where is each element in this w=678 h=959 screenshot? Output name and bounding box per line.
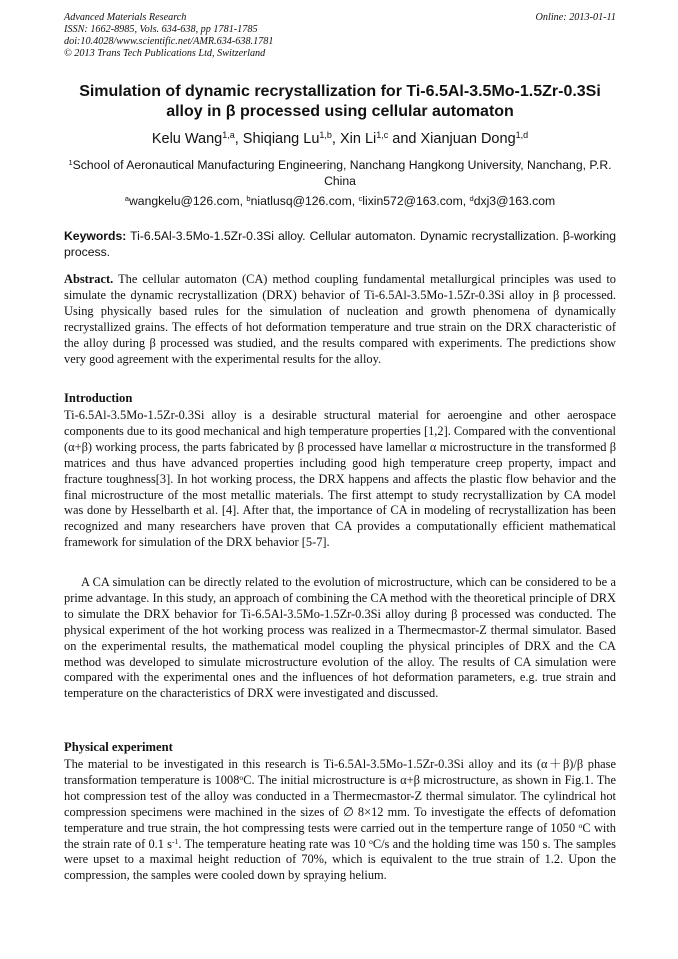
author-name: Xianjuan Dong <box>420 131 516 147</box>
email-link[interactable]: lixin572@163.com, <box>362 194 467 208</box>
keywords <box>64 228 616 260</box>
exponent-sup: -1 <box>171 836 179 846</box>
paragraph-text: C/s and the holding time was 150 s. The samples were upset to a maximal height reduction of 70%, which is equivalent to the true strain of 1.2. Upon the compression, the samples were cooled down by spraying helium. <box>64 836 616 883</box>
email-sup: c <box>358 193 363 203</box>
online-date: Online: 2013-01-11 <box>535 12 616 23</box>
author-conjunction: and <box>392 131 417 147</box>
abstract-label: Abstract. <box>64 272 114 286</box>
email-sup: a <box>124 193 129 203</box>
physical-experiment-paragraph <box>64 757 616 884</box>
email-sup: d <box>469 193 474 203</box>
title-line-2: alloy in β processed using cellular automaton <box>166 103 514 120</box>
paragraph-text: C with the strain rate of 0.1 s <box>64 820 616 851</box>
section-heading-introduction: Introduction <box>64 391 133 405</box>
email-sup: b <box>246 193 251 203</box>
abstract-text: The cellular automaton (CA) method coupling fundamental metallurgical principles was used to simulate the dynamic recrystallization (DRX) behavior of Ti-6.5Al-3.5Mo-1.5Zr-0.3Si alloy in β processed. Using physically based rules for the simulation of nucleation and growth phenomena of dynamically recrystallized grains. The effects of hot deformation temperature and true strain on the DRX characteristic of the alloy during β processed was studied, and the results compared with experiments. The predictions show very good agreement with the experimental results for the alloy. <box>64 272 616 366</box>
author-sup: 1,a <box>222 130 235 141</box>
author-name: Kelu Wang <box>151 131 223 147</box>
paragraph-text: . The temperature heating rate was 10 <box>178 836 369 851</box>
degree-sup: o <box>239 772 244 782</box>
paragraph-text: C. The initial microstructure is α+β microstructure, as shown in Fig.1. The hot compression test of the alloy was conducted in a Thermecmastor-Z thermal simulator. The cylindrical hot compression specimens were machined in the sizes of ∅ 8×12 mm. To investigate the effects of defomation temperature and true strain, the hot compressing tests were carried out in the temperture range of 1050 <box>64 772 616 835</box>
degree-sup: o <box>368 836 373 846</box>
section-heading-physical-experiment: Physical experiment <box>64 740 173 754</box>
degree-sup: o <box>578 820 583 830</box>
affiliation-sup: 1 <box>68 157 73 167</box>
author-sup: 1,b <box>319 130 332 141</box>
copyright-line: © 2013 Trans Tech Publications Ltd, Switzerland <box>64 48 266 59</box>
abstract <box>64 272 616 367</box>
journal-name: Advanced Materials Research <box>64 12 187 23</box>
email-link[interactable]: wangkelu@126.com, <box>129 194 243 208</box>
paper-title <box>64 82 616 122</box>
author-name: Xin Li <box>339 131 377 147</box>
title-line-1: Simulation of dynamic recrystallization for Ti-6.5Al-3.5Mo-1.5Zr-0.3Si <box>79 83 601 100</box>
email-list <box>64 193 616 209</box>
introduction-paragraph-2: A CA simulation can be directly related to the evolution of microstructure, which can be considered to be a prime advantage. In this study, an approach of combining the CA method with the theoretical principle of DRX to simulate the DRX behavior for Ti-6.5Al-3.5Mo-1.5Zr-0.3Si alloy during β processed was conducted. The physical experiment of the hot working process was realized in a Thermecmastor-Z thermal simulator. Based on the experimental results, the mathematical model coupling the physical principles of DRX and the CA method was developed to simulate microstructure evolution of the alloy. The results of CA simulation were compared with the experimental ones and the influences of hot deformation parameters, e.g. true strain and temperature on the characteristics of DRX were investigated and discussed. <box>64 575 616 701</box>
email-link[interactable]: niatlusq@126.com, <box>250 194 356 208</box>
author-sup: 1,c <box>376 130 389 141</box>
author-sup: 1,d <box>515 130 529 141</box>
issn-line: ISSN: 1662-8985, Vols. 634-638, pp 1781-1785 <box>64 24 258 35</box>
introduction-paragraph-1: Ti-6.5Al-3.5Mo-1.5Zr-0.3Si alloy is a desirable structural material for aeroengine and other aerospace components due to its good mechanical and high temperature properties [1,2]. Compared with the conventional (α+β) working process, the parts fabricated by β processed have lamellar α microstructure in the transformed β matrices and thus have advanced properties including good high temperature creep property, impact and fracture toughness[3]. In hot working process, the DRX happens and affects the plastic flow behavior and the final microstructure of the most metallic materials. The first attempt to study recrystallization by CA model was done by Hesselbarth et al. [4]. After that, the importance of CA in modeling of recrystallization has been recognized and many researchers have proven that CA provides a computationally efficient mathematical framework for simulation of the DRX behavior [5-7]. <box>64 408 616 550</box>
author-name: Shiqiang Lu <box>242 131 320 147</box>
journal-header <box>64 12 616 60</box>
author-list: Kelu Wang$^{1,a}$, Shiqiang Lu$^{1,b}$, Xin Li$^{1,c}$ and Xianjuan Dong$^{1,d}$ <box>151 130 529 147</box>
paragraph-text: The material to be investigated in this research is Ti-6.5Al-3.5Mo-1.5Zr-0.3Si alloy and its (α＋β)/β phase transformation temperature is 1008 <box>64 757 616 787</box>
affiliation-text: School of Aeronautical Manufacturing Engineering, Nanchang Hangkong University, Nanchang, P.R. China <box>72 158 612 188</box>
affiliation <box>64 157 616 189</box>
doi-line[interactable]: doi:10.4028/www.scientific.net/AMR.634-638.1781 <box>64 36 274 47</box>
email-link[interactable]: dxj3@163.com <box>473 194 556 208</box>
keywords-text: Ti-6.5Al-3.5Mo-1.5Zr-0.3Si alloy. Cellular automaton. Dynamic recrystallization. β-working process. <box>64 229 616 259</box>
keywords-label: Keywords: <box>64 229 127 243</box>
